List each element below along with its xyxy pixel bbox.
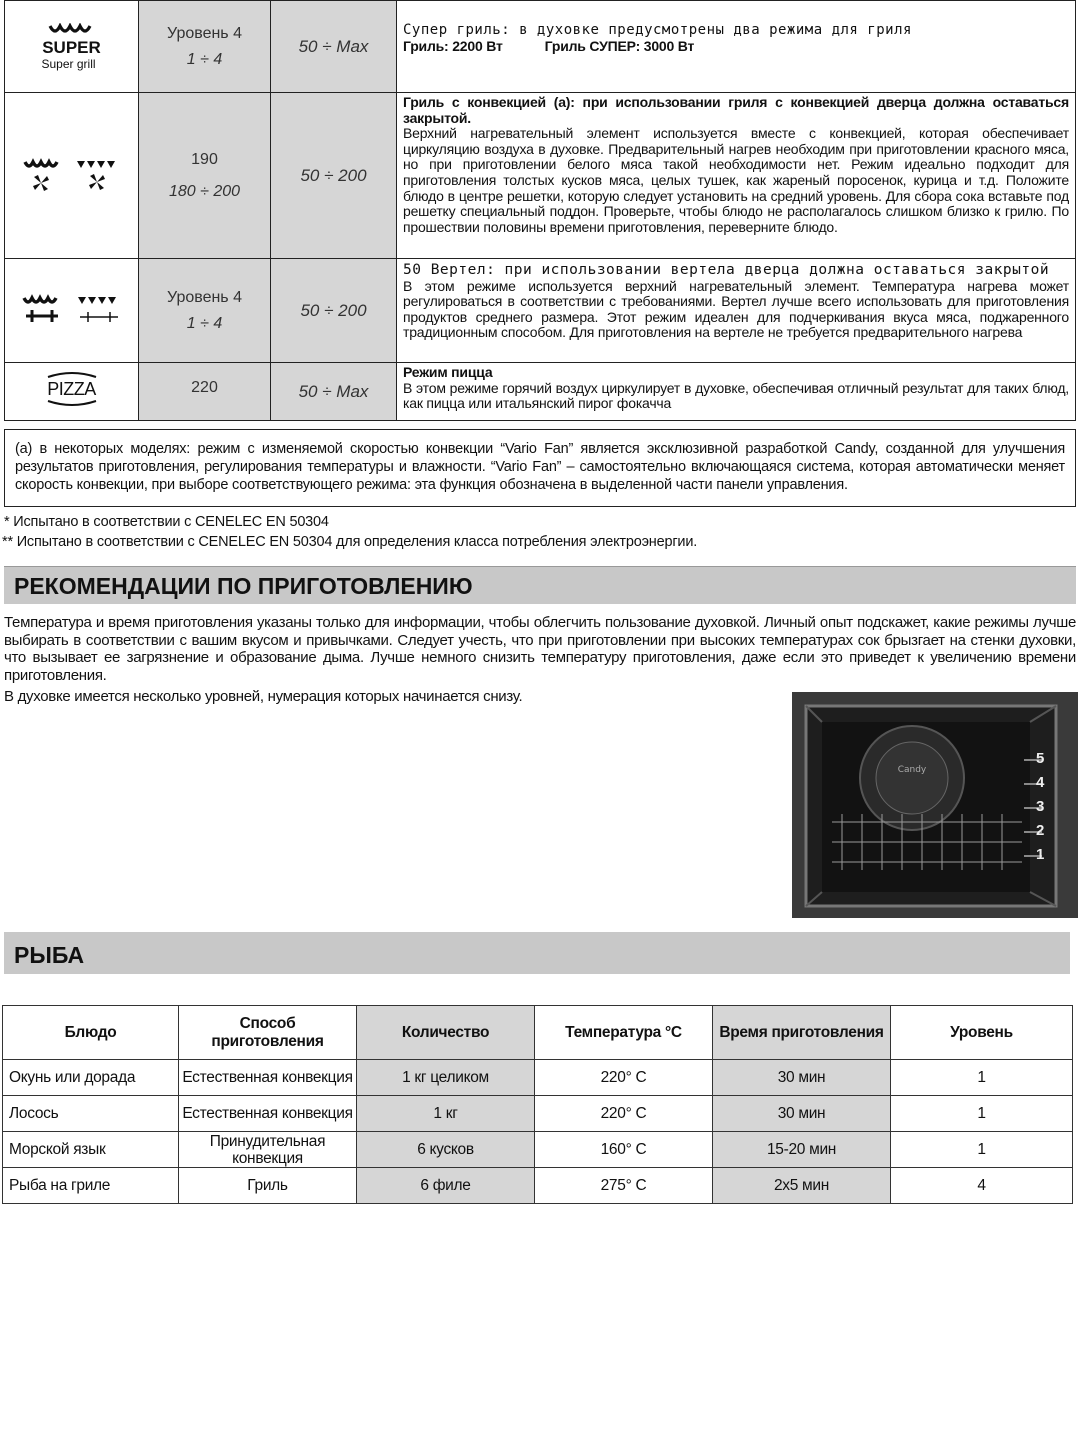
cell-temperature: 220° C xyxy=(535,1096,713,1132)
mode-temperature-cell: Уровень 4 1 ÷ 4 xyxy=(139,259,271,363)
oven-level-3: 3 xyxy=(1036,798,1045,815)
cell-quantity: 6 кусков xyxy=(357,1132,535,1168)
cell-time: 2x5 мин xyxy=(713,1168,891,1204)
oven-level-5: 5 xyxy=(1036,750,1045,767)
mode-icon-cell xyxy=(5,259,139,363)
cell-method: Принудительная конвекция xyxy=(179,1132,357,1168)
mode-description: Супер гриль: в духовке предусмотрены два режима для гриля Гриль: 2200 Вт Гриль СУПЕР: 3000 Вт xyxy=(397,1,1076,93)
cell-time: 30 мин xyxy=(713,1060,891,1096)
mode-row-pizza xyxy=(5,363,1076,421)
cell-time: 15-20 мин xyxy=(713,1132,891,1168)
table-row xyxy=(3,1168,1073,1204)
rec-paragraph: Температура и время приготовления указаны только для информации, чтобы облегчить пользование духовкой. Личный опыт подскажет, какие режимы лучше выбирать в соответствии с вашим вкусом и привычками. Следует учесть, что при приготовлении при высоких температурах сок брызгает на стенки духовки, что вызывает ее загрязнение и образование дыма. Лучше немного снизить температуру приготовления, даже если это приведет к увеличению времени приготовления. xyxy=(4,614,1076,684)
cell-quantity: 1 кг xyxy=(357,1096,535,1132)
mode-description: Режим пицца В этом режиме горячий воздух циркулирует в духовке, обеспечивая отличный результат для таких блюд, как пицца или итальянский пирог фокачча xyxy=(397,363,1076,421)
cell-quantity: 1 кг целиком xyxy=(357,1060,535,1096)
cell-temperature: 220° C xyxy=(535,1060,713,1096)
mode-description: 50 Вертел: при использовании вертела дверца должна оставаться закрытой В этом режиме используется верхний нагревательный элемент. Температура нагрева может регулироваться в соответствии с требованиями. Вертел лучше всего использовать для приготовления продуктов среднего размера. Этот режим идеален для подчеркивания вкуса мяса, поджаренного традиционным способом. Для приготовления на вертеле не требуется предварительного нагрева xyxy=(397,259,1076,363)
cell-level: 1 xyxy=(891,1132,1073,1168)
cell-quantity: 6 филе xyxy=(357,1168,535,1204)
cell-dish: Морской язык xyxy=(3,1132,179,1168)
mode-temperature-cell: 220 xyxy=(139,363,271,421)
mode-row-grill-convection xyxy=(5,93,1076,259)
cell-level: 1 xyxy=(891,1060,1073,1096)
cell-dish: Окунь или дорада xyxy=(3,1060,179,1096)
svg-text:Candy: Candy xyxy=(897,765,927,775)
footnote-2: ** Испытано в соответствии с CENELEC EN 50304 для определения класса потребления электроэнергии. xyxy=(2,534,698,550)
mode-power-cell: 50 ÷ Max xyxy=(271,1,397,93)
cooking-modes-table xyxy=(4,0,1076,421)
cell-level: 1 xyxy=(891,1096,1073,1132)
table-row xyxy=(3,1060,1073,1096)
footnote-1: * Испытано в соответствии с CENELEC EN 50304 xyxy=(4,514,329,530)
mode-temperature-cell: Уровень 4 1 ÷ 4 xyxy=(139,1,271,93)
mode-row-rotisserie xyxy=(5,259,1076,363)
cell-method: Естественная конвекция xyxy=(179,1096,357,1132)
cell-level: 4 xyxy=(891,1168,1073,1204)
mode-icon-cell xyxy=(5,363,139,421)
mode-power-cell: 50 ÷ Max xyxy=(271,363,397,421)
oven-level-1: 1 xyxy=(1036,846,1045,863)
cell-method: Гриль xyxy=(179,1168,357,1204)
col-header-temperature: Температура °C xyxy=(535,1006,713,1060)
mode-icon-cell xyxy=(5,1,139,93)
oven-level-4: 4 xyxy=(1036,774,1045,791)
mode-power-cell: 50 ÷ 200 xyxy=(271,93,397,259)
cell-dish: Лосось xyxy=(3,1096,179,1132)
super-grill-icon: SUPER Super grill xyxy=(5,23,138,70)
mode-power-cell: 50 ÷ 200 xyxy=(271,259,397,363)
cell-time: 30 мин xyxy=(713,1096,891,1132)
grill-with-fan-icon xyxy=(5,158,138,194)
col-header-quantity: Количество xyxy=(357,1006,535,1060)
fish-table xyxy=(2,1005,1073,1204)
fish-table-header xyxy=(3,1006,1073,1060)
vario-fan-note: (a) в некоторых моделях: режим с изменяемой скоростью конвекции “Vario Fan” является эксклюзивной разработкой Candy, созданной для улучшения результатов приготовления, регулирования температуры и влажности. “Vario Fan” – самостоятельно включающаяся система, которая автоматически меняет скорость конвекции, при выборе соответствующего режима: эта функция обозначена в выделенной части панели управления. xyxy=(4,429,1076,507)
rec-levels-text: В духовке имеется несколько уровней, нумерация которых начинается снизу. xyxy=(4,688,523,705)
cell-temperature: 275° C xyxy=(535,1168,713,1204)
cell-method: Естественная конвекция xyxy=(179,1060,357,1096)
mode-temperature-cell: 190 180 ÷ 200 xyxy=(139,93,271,259)
rec-section-title: РЕКОМЕНДАЦИИ ПО ПРИГОТОВЛЕНИЮ xyxy=(4,566,1076,604)
col-header-time: Время приготовления xyxy=(713,1006,891,1060)
rotisserie-icon xyxy=(5,294,138,328)
cell-temperature: 160° C xyxy=(535,1132,713,1168)
fish-section-title: РЫБА xyxy=(4,932,1070,974)
mode-row-super-grill xyxy=(5,1,1076,93)
oven-levels-photo xyxy=(792,692,1078,918)
mode-description: Гриль с конвекцией (a): при использовании гриля с конвекцией дверца должна оставаться закрытой. Верхний нагревательный элемент используется вместе с конвекцией, которая обеспечивает циркуляцию воздуха в духовке. Предварительный нагрев необходим при приготовлении красного мяса, но при приготовлении белого мяса такой необходимости нет. Режим идеально подходит для приготовления толстых кусков мяса, целых тушек, как жареный поросенок, курица и т.д. Положите блюдо в центре решетки, которую следует установить на средний уровень. Для сбора сока вставьте под решетку специальный поддон. Проверьте, чтобы блюдо не располагалось слишком близко к грилю. По прошествии половины времени приготовления, переверните блюдо. xyxy=(397,93,1076,259)
col-header-level: Уровень xyxy=(891,1006,1073,1060)
col-header-dish: Блюдо xyxy=(3,1006,179,1060)
table-row xyxy=(3,1096,1073,1132)
oven-level-2: 2 xyxy=(1036,822,1045,839)
table-row xyxy=(3,1132,1073,1168)
cell-dish: Рыба на гриле xyxy=(3,1168,179,1204)
mode-icon-cell xyxy=(5,93,139,259)
col-header-method: Способ приготовления xyxy=(179,1006,357,1060)
pizza-icon: PIZZA xyxy=(44,369,100,409)
